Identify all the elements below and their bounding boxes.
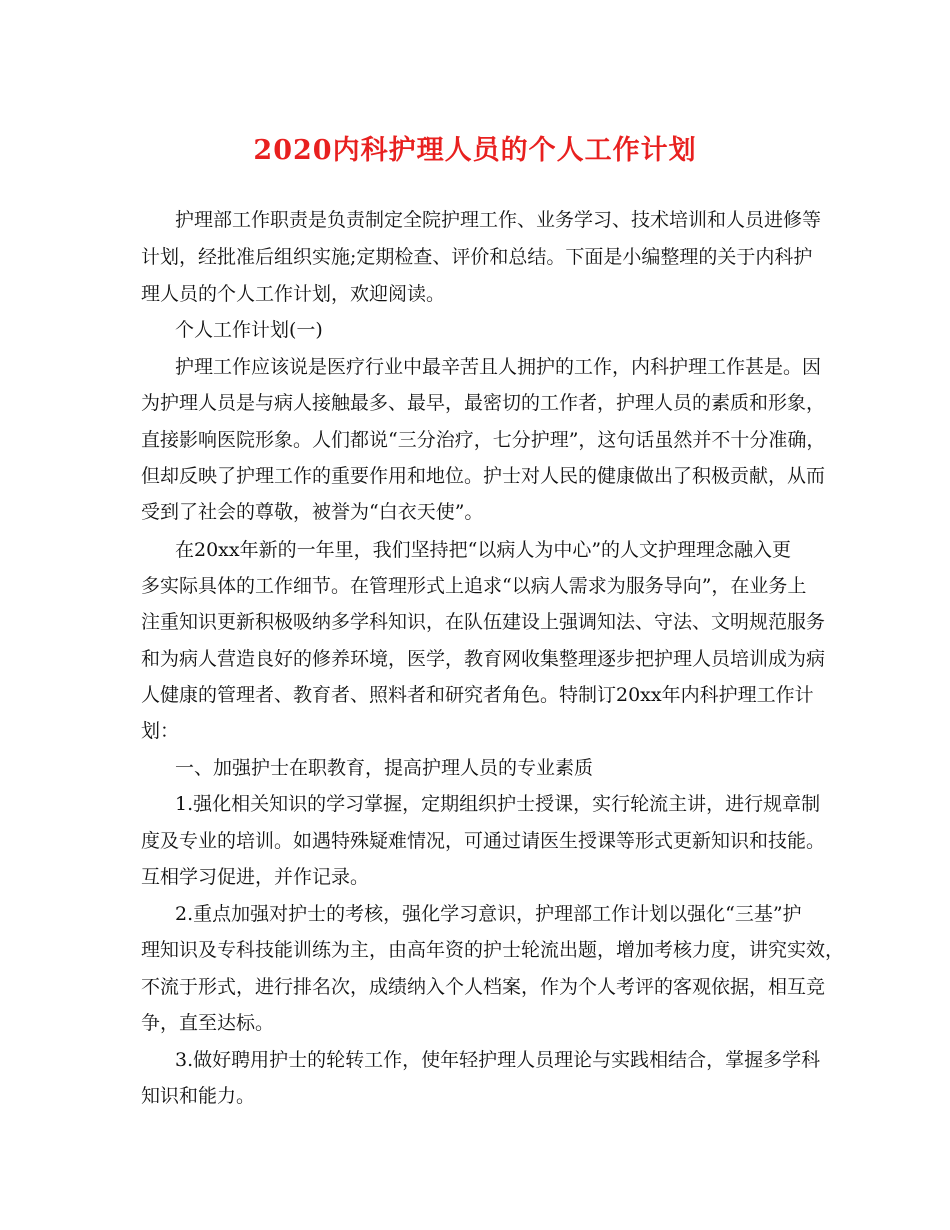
section-heading: 个人工作计划(一) [175,319,323,341]
paragraph-line: 受到了社会的尊敬，被誉为“白衣天使”。 [141,501,484,523]
paragraph-line: 不流于形式，进行排名次，成绩纳入个人档案，作为个人考评的客观依据，相互竞 [141,976,826,998]
paragraph-line: 理知识及专科技能训练为主，由高年资的护士轮流出题，增加考核力度，讲究实效， [141,939,845,961]
paragraph-line: 度及专业的培训。如遇特殊疑难情况，可通过请医生授课等形式更新知识和技能。 [141,830,826,852]
paragraph-line: 和为病人营造良好的修养环境，医学，教育网收集整理逐步把护理人员培训成为病 [141,648,826,670]
paragraph-line: 3.做好聘用护士的轮转工作，使年轻护理人员理论与实践相结合，掌握多学科 [175,1049,821,1071]
paragraph-line: 但却反映了护理工作的重要作用和地位。护士对人民的健康做出了积极贡献，从而 [141,465,826,487]
paragraph-line: 1.强化相关知识的学习掌握，定期组织护士授课，实行轮流主讲，进行规章制 [175,793,821,815]
paragraph-line: 知识和能力。 [141,1085,256,1107]
paragraph-line: 2.重点加强对护士的考核，强化学习意识，护理部工作计划以强化“三基”护 [175,903,802,925]
paragraph-line: 人健康的管理者、教育者、照料者和研究者角色。特制订20xx年内科护理工作计 [141,684,814,706]
document-title: 2020内科护理人员的个人工作计划 [253,135,697,166]
paragraph-line: 直接影响医院形象。人们都说“三分治疗，七分护理”，这句话虽然并不十分准确， [141,429,826,451]
paragraph-line: 计划，经批准后组织实施;定期检查、评价和总结。下面是小编整理的关于内科护 [141,246,813,268]
paragraph-line: 注重知识更新积极吸纳多学科知识，在队伍建设上强调知法、守法、文明规范服务 [141,611,826,633]
paragraph-line: 争，直至达标。 [141,1012,275,1034]
paragraph-line: 护理工作应该说是医疗行业中最辛苦且人拥护的工作，内科护理工作甚是。因 [175,356,822,378]
paragraph-line: 互相学习促进，并作记录。 [141,866,370,888]
paragraph-line: 理人员的个人工作计划，欢迎阅读。 [141,283,446,305]
paragraph-line: 护理部工作职责是负责制定全院护理工作、业务学习、技术培训和人员进修等 [175,209,822,231]
paragraph-line: 划： [141,720,180,742]
paragraph-line: 在20xx年新的一年里，我们坚持把“以病人为中心”的人文护理理念融入更 [175,539,792,561]
paragraph-line: 多实际具体的工作细节。在管理形式上追求“以病人需求为服务导向”，在业务上 [141,575,807,597]
section-heading: 一、加强护士在职教育，提高护理人员的专业素质 [175,757,594,779]
paragraph-line: 为护理人员是与病人接触最多、最早，最密切的工作者，护理人员的素质和形象， [141,392,826,414]
